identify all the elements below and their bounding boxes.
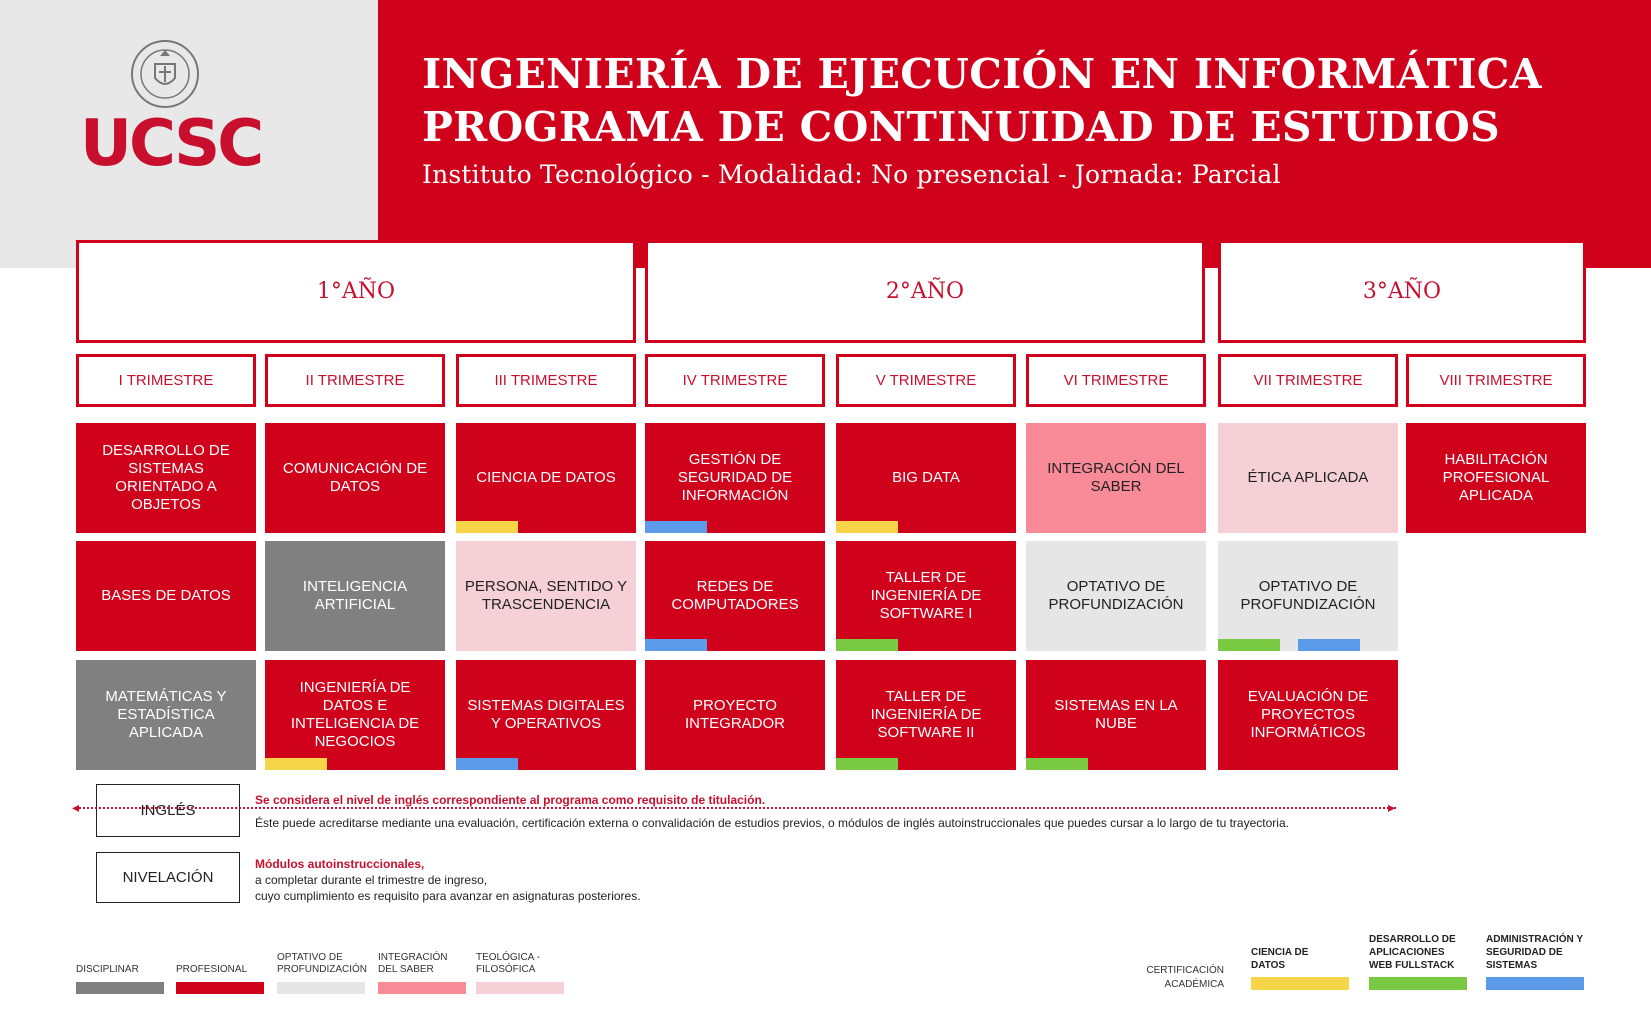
cert-web-marker (1218, 639, 1280, 651)
arrow-left-icon: ◂ (72, 799, 80, 815)
cert-datos-marker (265, 758, 327, 770)
course-card (456, 660, 636, 770)
page-subtitle: Instituto Tecnológico - Modalidad: No presencial - Jornada: Parcial (422, 160, 1281, 189)
legend-swatch-disciplinar (76, 982, 164, 994)
cert-datos-label: CIENCIA DE DATOS (1251, 947, 1309, 971)
course-card (76, 541, 256, 651)
cert-admin-marker (645, 521, 707, 533)
cert-web-marker (836, 639, 898, 651)
course-label: PERSONA, SENTIDO Y TRASCENDENCIA (464, 578, 628, 613)
course-label: ÉTICA APLICADA (1247, 469, 1369, 486)
trimester-8: VIII TRIMESTRE (1406, 354, 1586, 407)
trimester-7: VII TRIMESTRE (1218, 354, 1398, 407)
legend-label-disciplinar: DISCIPLINAR (76, 964, 139, 975)
cert-web-marker (1026, 758, 1088, 770)
course-card (1406, 423, 1586, 533)
cert-admin-swatch (1486, 977, 1584, 990)
legend-label-teologica: TEOLÓGICA - FILOSÓFICA (476, 952, 540, 975)
course-card (645, 541, 825, 651)
nivelacion-box: NIVELACIÓN (96, 852, 240, 903)
legend-swatch-profesional (176, 982, 264, 994)
trimester-6: VI TRIMESTRE (1026, 354, 1206, 407)
nivelacion-note-line2: cuyo cumplimiento es requisito para avanzar en asignaturas posteriores. (255, 889, 641, 903)
trimester-4: IV TRIMESTRE (645, 354, 825, 407)
course-label: INGENIERÍA DE DATOS E INTELIGENCIA DE NEGOCIOS (290, 679, 420, 750)
trimester-1: I TRIMESTRE (76, 354, 256, 407)
ingles-note-bold: Se considera el nivel de inglés correspondiente al programa como requisito de titulación. (255, 793, 766, 807)
crest-icon (130, 38, 200, 110)
course-label: TALLER DE INGENIERÍA DE SOFTWARE II (870, 688, 982, 741)
course-label: TALLER DE INGENIERÍA DE SOFTWARE I (870, 569, 982, 622)
title-line-1: INGENIERÍA DE EJECUCIÓN EN INFORMÁTICA (422, 50, 1542, 98)
cert-admin-label: ADMINISTRACIÓN Y SEGURIDAD DE SISTEMAS (1486, 934, 1583, 971)
course-card (1026, 541, 1206, 651)
legend-swatch-integracion (378, 982, 466, 994)
course-label: INTELIGENCIA ARTIFICIAL (302, 578, 408, 613)
title-line-2: PROGRAMA DE CONTINUIDAD DE ESTUDIOS (422, 103, 1500, 151)
course-card (1218, 423, 1398, 533)
ingles-box: INGLÉS (96, 784, 240, 837)
certificacion-label: CERTIFICACIÓN ACADÉMICA (1146, 965, 1224, 990)
logo-wordmark: UCSC (80, 107, 262, 181)
course-label: HABILITACIÓN PROFESIONAL APLICADA (1442, 451, 1550, 504)
trimester-5: V TRIMESTRE (836, 354, 1016, 407)
legend-swatch-teologica (476, 982, 564, 994)
cert-admin-marker (1298, 639, 1360, 651)
course-label: SISTEMAS DIGITALES Y OPERATIVOS (467, 697, 625, 732)
arrow-right-icon: ▸ (1388, 799, 1396, 815)
trimester-3: III TRIMESTRE (456, 354, 636, 407)
course-label: PROYECTO INTEGRADOR (684, 697, 785, 732)
course-card (1218, 541, 1398, 651)
cert-web-marker (836, 758, 898, 770)
cert-datos-marker (456, 521, 518, 533)
legend-swatch-optativo (277, 982, 365, 994)
course-label: BIG DATA (892, 469, 960, 486)
nivelacion-note-line1: a completar durante el trimestre de ingreso, (255, 873, 488, 887)
course-card (645, 660, 825, 770)
cert-admin-marker (645, 639, 707, 651)
cert-web-label: DESARROLLO DE APLICACIONES WEB FULLSTACK (1369, 934, 1456, 971)
course-card (76, 660, 256, 770)
ucsc-logo (80, 38, 262, 181)
course-label: CIENCIA DE DATOS (476, 469, 616, 486)
course-label: MATEMÁTICAS Y ESTADÍSTICA APLICADA (105, 688, 227, 741)
year-1-header: 1°AÑO (76, 240, 636, 343)
course-card (1026, 660, 1206, 770)
course-label: EVALUACIÓN DE PROYECTOS INFORMÁTICOS (1247, 688, 1369, 741)
course-label: DESARROLLO DE SISTEMAS ORIENTADO A OBJETOS (102, 442, 230, 513)
page-title (422, 48, 1542, 154)
course-label: COMUNICACIÓN DE DATOS (282, 460, 428, 495)
cert-datos-marker (836, 521, 898, 533)
course-card (645, 423, 825, 533)
course-card (76, 423, 256, 533)
course-card (456, 423, 636, 533)
nivelacion-note (255, 856, 641, 904)
ingles-note: Éste puede acreditarse mediante una evaluación, certificación externa o convalidación de estudios previos, o módulos de inglés autoinstruccionales que puedes cursar a lo largo de tu trayectoria. (255, 816, 1289, 830)
trimester-2: II TRIMESTRE (265, 354, 445, 407)
course-label: INTEGRACIÓN DEL SABER (1047, 460, 1185, 495)
legend-label-integracion: INTEGRACIÓN DEL SABER (378, 952, 448, 975)
course-label: OPTATIVO DE PROFUNDIZACIÓN (1240, 578, 1376, 613)
course-card (456, 541, 636, 651)
course-card (265, 660, 445, 770)
cert-admin-marker (456, 758, 518, 770)
year-2-header: 2°AÑO (645, 240, 1205, 343)
course-label: OPTATIVO DE PROFUNDIZACIÓN (1048, 578, 1184, 613)
course-label: SISTEMAS EN LA NUBE (1054, 697, 1178, 732)
course-card (265, 423, 445, 533)
course-label: BASES DE DATOS (101, 587, 231, 604)
cert-datos-swatch (1251, 977, 1349, 990)
year-3-header: 3°AÑO (1218, 240, 1586, 343)
course-label: REDES DE COMPUTADORES (671, 578, 799, 613)
course-card (836, 660, 1016, 770)
nivelacion-note-bold: Módulos autoinstruccionales, (255, 857, 425, 871)
legend-label-profesional: PROFESIONAL (176, 964, 248, 975)
legend-label-optativo: OPTATIVO DE PROFUNDIZACIÓN (277, 952, 367, 975)
course-card (1026, 423, 1206, 533)
course-card (836, 423, 1016, 533)
cert-web-swatch (1369, 977, 1467, 990)
course-card (836, 541, 1016, 651)
course-card (265, 541, 445, 651)
course-label: GESTIÓN DE SEGURIDAD DE INFORMACIÓN (677, 451, 793, 504)
course-card (1218, 660, 1398, 770)
